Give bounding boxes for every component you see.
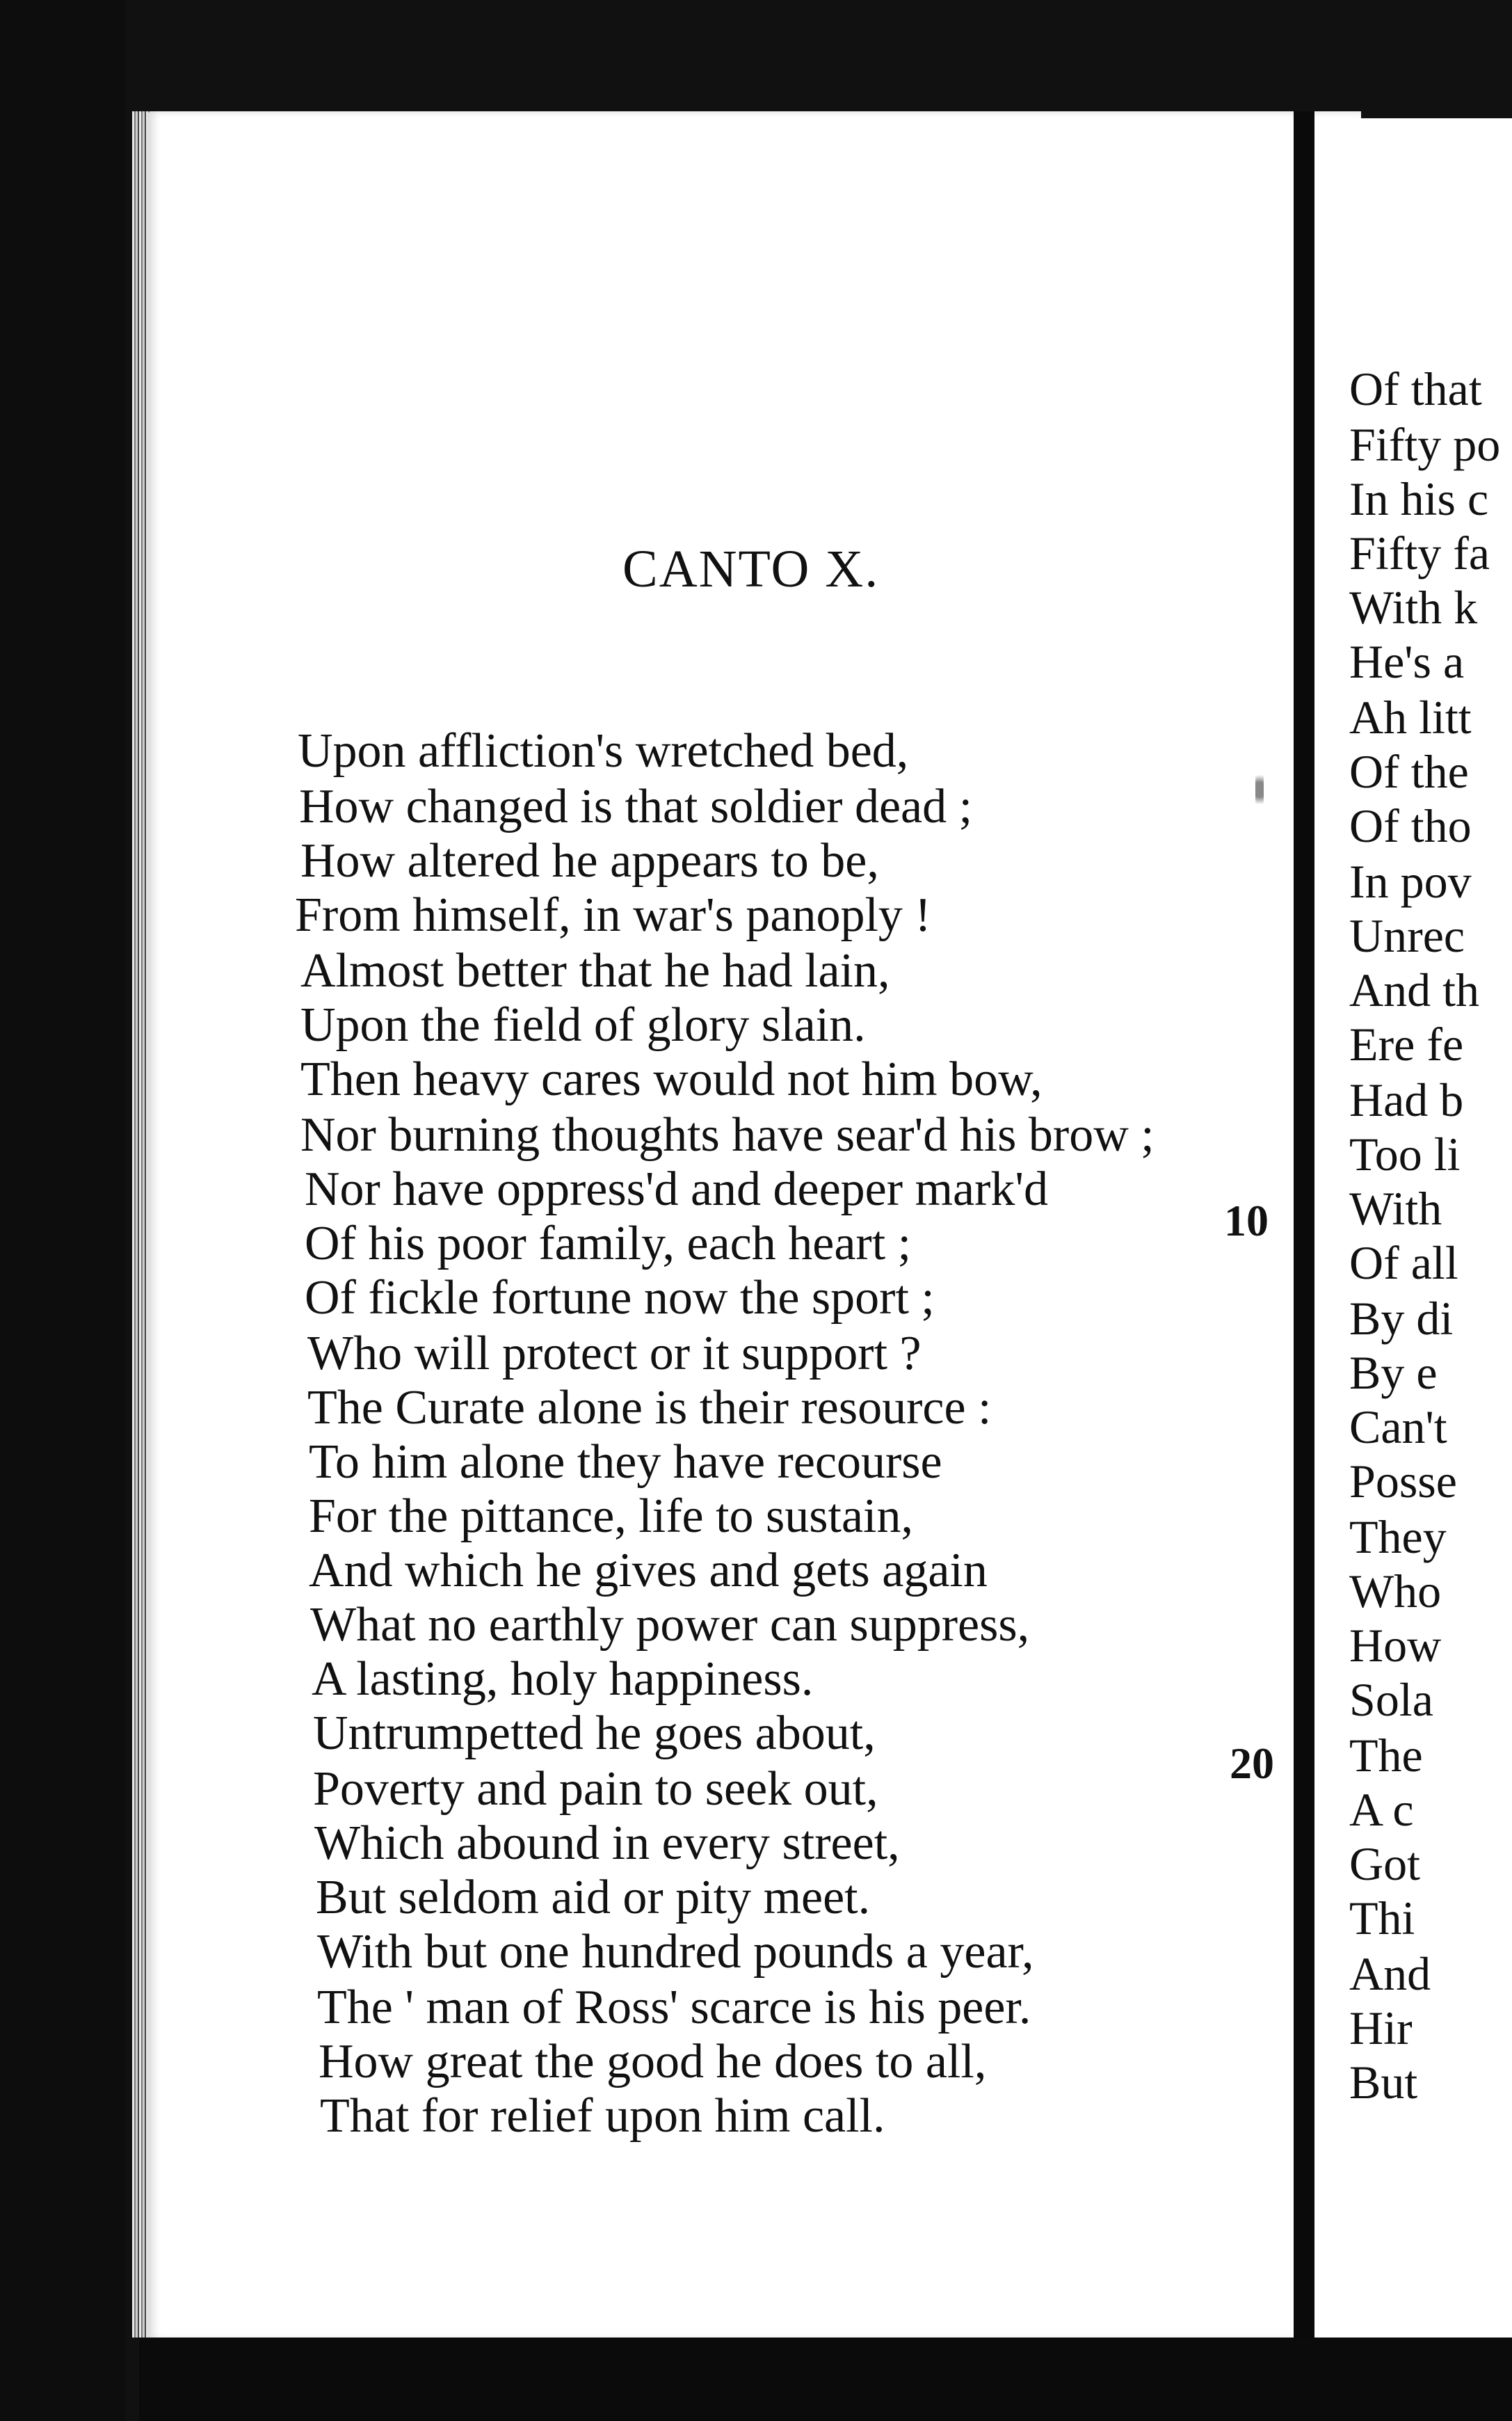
verse-line: The ' man of Ross' scarce is his peer. [317, 1981, 1031, 2034]
facing-line: Can't [1349, 1400, 1447, 1453]
facing-line: Thi [1349, 1892, 1415, 1944]
facing-line: With k [1349, 581, 1478, 634]
facing-line: Of all [1349, 1236, 1458, 1289]
facing-line: Sola [1349, 1673, 1433, 1726]
facing-line: Who [1349, 1565, 1442, 1617]
canto-heading: CANTO X. [622, 540, 880, 598]
verse-line: Upon the field of glory slain. [300, 998, 866, 1052]
facing-line: Too li [1349, 1128, 1461, 1181]
verse-line: A lasting, holy happiness. [312, 1652, 814, 1706]
verse-line: Upon affliction's wretched bed, [298, 724, 909, 778]
facing-line: Got [1349, 1837, 1420, 1890]
verse-line: Then heavy cares would not him bow, [300, 1053, 1043, 1106]
verse-line: Of his poor family, each heart ; [305, 1217, 912, 1270]
facing-line: Hir [1349, 2001, 1413, 2054]
line-number-20: 20 [1230, 1739, 1274, 1788]
verse-line: That for relief upon him call. [320, 2089, 885, 2143]
facing-line: Fifty fa [1349, 527, 1490, 580]
facing-line: In his c [1349, 472, 1489, 525]
facing-line: How [1349, 1619, 1442, 1672]
facing-line: With [1349, 1182, 1442, 1235]
facing-line: Of the [1349, 745, 1469, 798]
facing-line: And th [1349, 964, 1479, 1016]
verse-line: For the pittance, life to sustain, [309, 1489, 913, 1543]
verse-line: The Curate alone is their resource : [307, 1381, 992, 1435]
verse-line: Which abound in every street, [314, 1816, 900, 1870]
verse-line: And which he gives and gets again [309, 1544, 988, 1597]
scan-background-bottom [139, 2338, 1512, 2421]
verse-line: How great the good he does to all, [319, 2035, 987, 2088]
verse-line: Untrumpetted he goes about, [313, 1707, 876, 1760]
facing-line: A c [1349, 1783, 1414, 1836]
verse-line: Nor burning thoughts have sear'd his brow ; [300, 1108, 1155, 1162]
verse-line: But seldom aid or pity meet. [316, 1871, 871, 1924]
facing-line: Ah litt [1349, 691, 1472, 744]
book-spine [1294, 111, 1314, 2341]
facing-line: But [1349, 2056, 1418, 2109]
ink-smudge [1255, 765, 1264, 814]
verse-line: With but one hundred pounds a year, [317, 1925, 1034, 1979]
verse-line: How changed is that soldier dead ; [299, 780, 973, 833]
verse-line: Of fickle fortune now the sport ; [305, 1271, 935, 1325]
verse-line: Almost better that he had lain, [300, 944, 890, 998]
verse-line: How altered he appears to be, [300, 834, 879, 888]
facing-line: Posse [1349, 1455, 1457, 1508]
verse-line: Poverty and pain to seek out, [313, 1762, 878, 1816]
facing-line: Unrec [1349, 909, 1465, 962]
facing-line: By di [1349, 1292, 1454, 1345]
verse-line: Nor have oppress'd and deeper mark'd [305, 1162, 1049, 1216]
facing-line: In pov [1349, 855, 1472, 908]
facing-line: The [1349, 1729, 1423, 1782]
line-number-10: 10 [1224, 1196, 1269, 1245]
facing-line: They [1349, 1510, 1447, 1563]
facing-line: By e [1349, 1346, 1438, 1399]
facing-line: Ere fe [1349, 1018, 1464, 1071]
facing-line: Fifty po [1349, 418, 1501, 471]
facing-line: Of tho [1349, 799, 1472, 852]
facing-line: Had b [1349, 1073, 1464, 1126]
facing-line: And [1349, 1947, 1431, 2000]
scan-background-left [0, 0, 125, 2421]
facing-line: Of that [1349, 362, 1482, 415]
verse-line: From himself, in war's panoply ! [295, 888, 931, 942]
verse-line: To him alone they have recourse [309, 1435, 942, 1489]
verse-line: Who will protect or it support ? [307, 1327, 922, 1380]
verse-line: What no earthly power can suppress, [310, 1598, 1030, 1652]
facing-line: He's a [1349, 635, 1465, 688]
